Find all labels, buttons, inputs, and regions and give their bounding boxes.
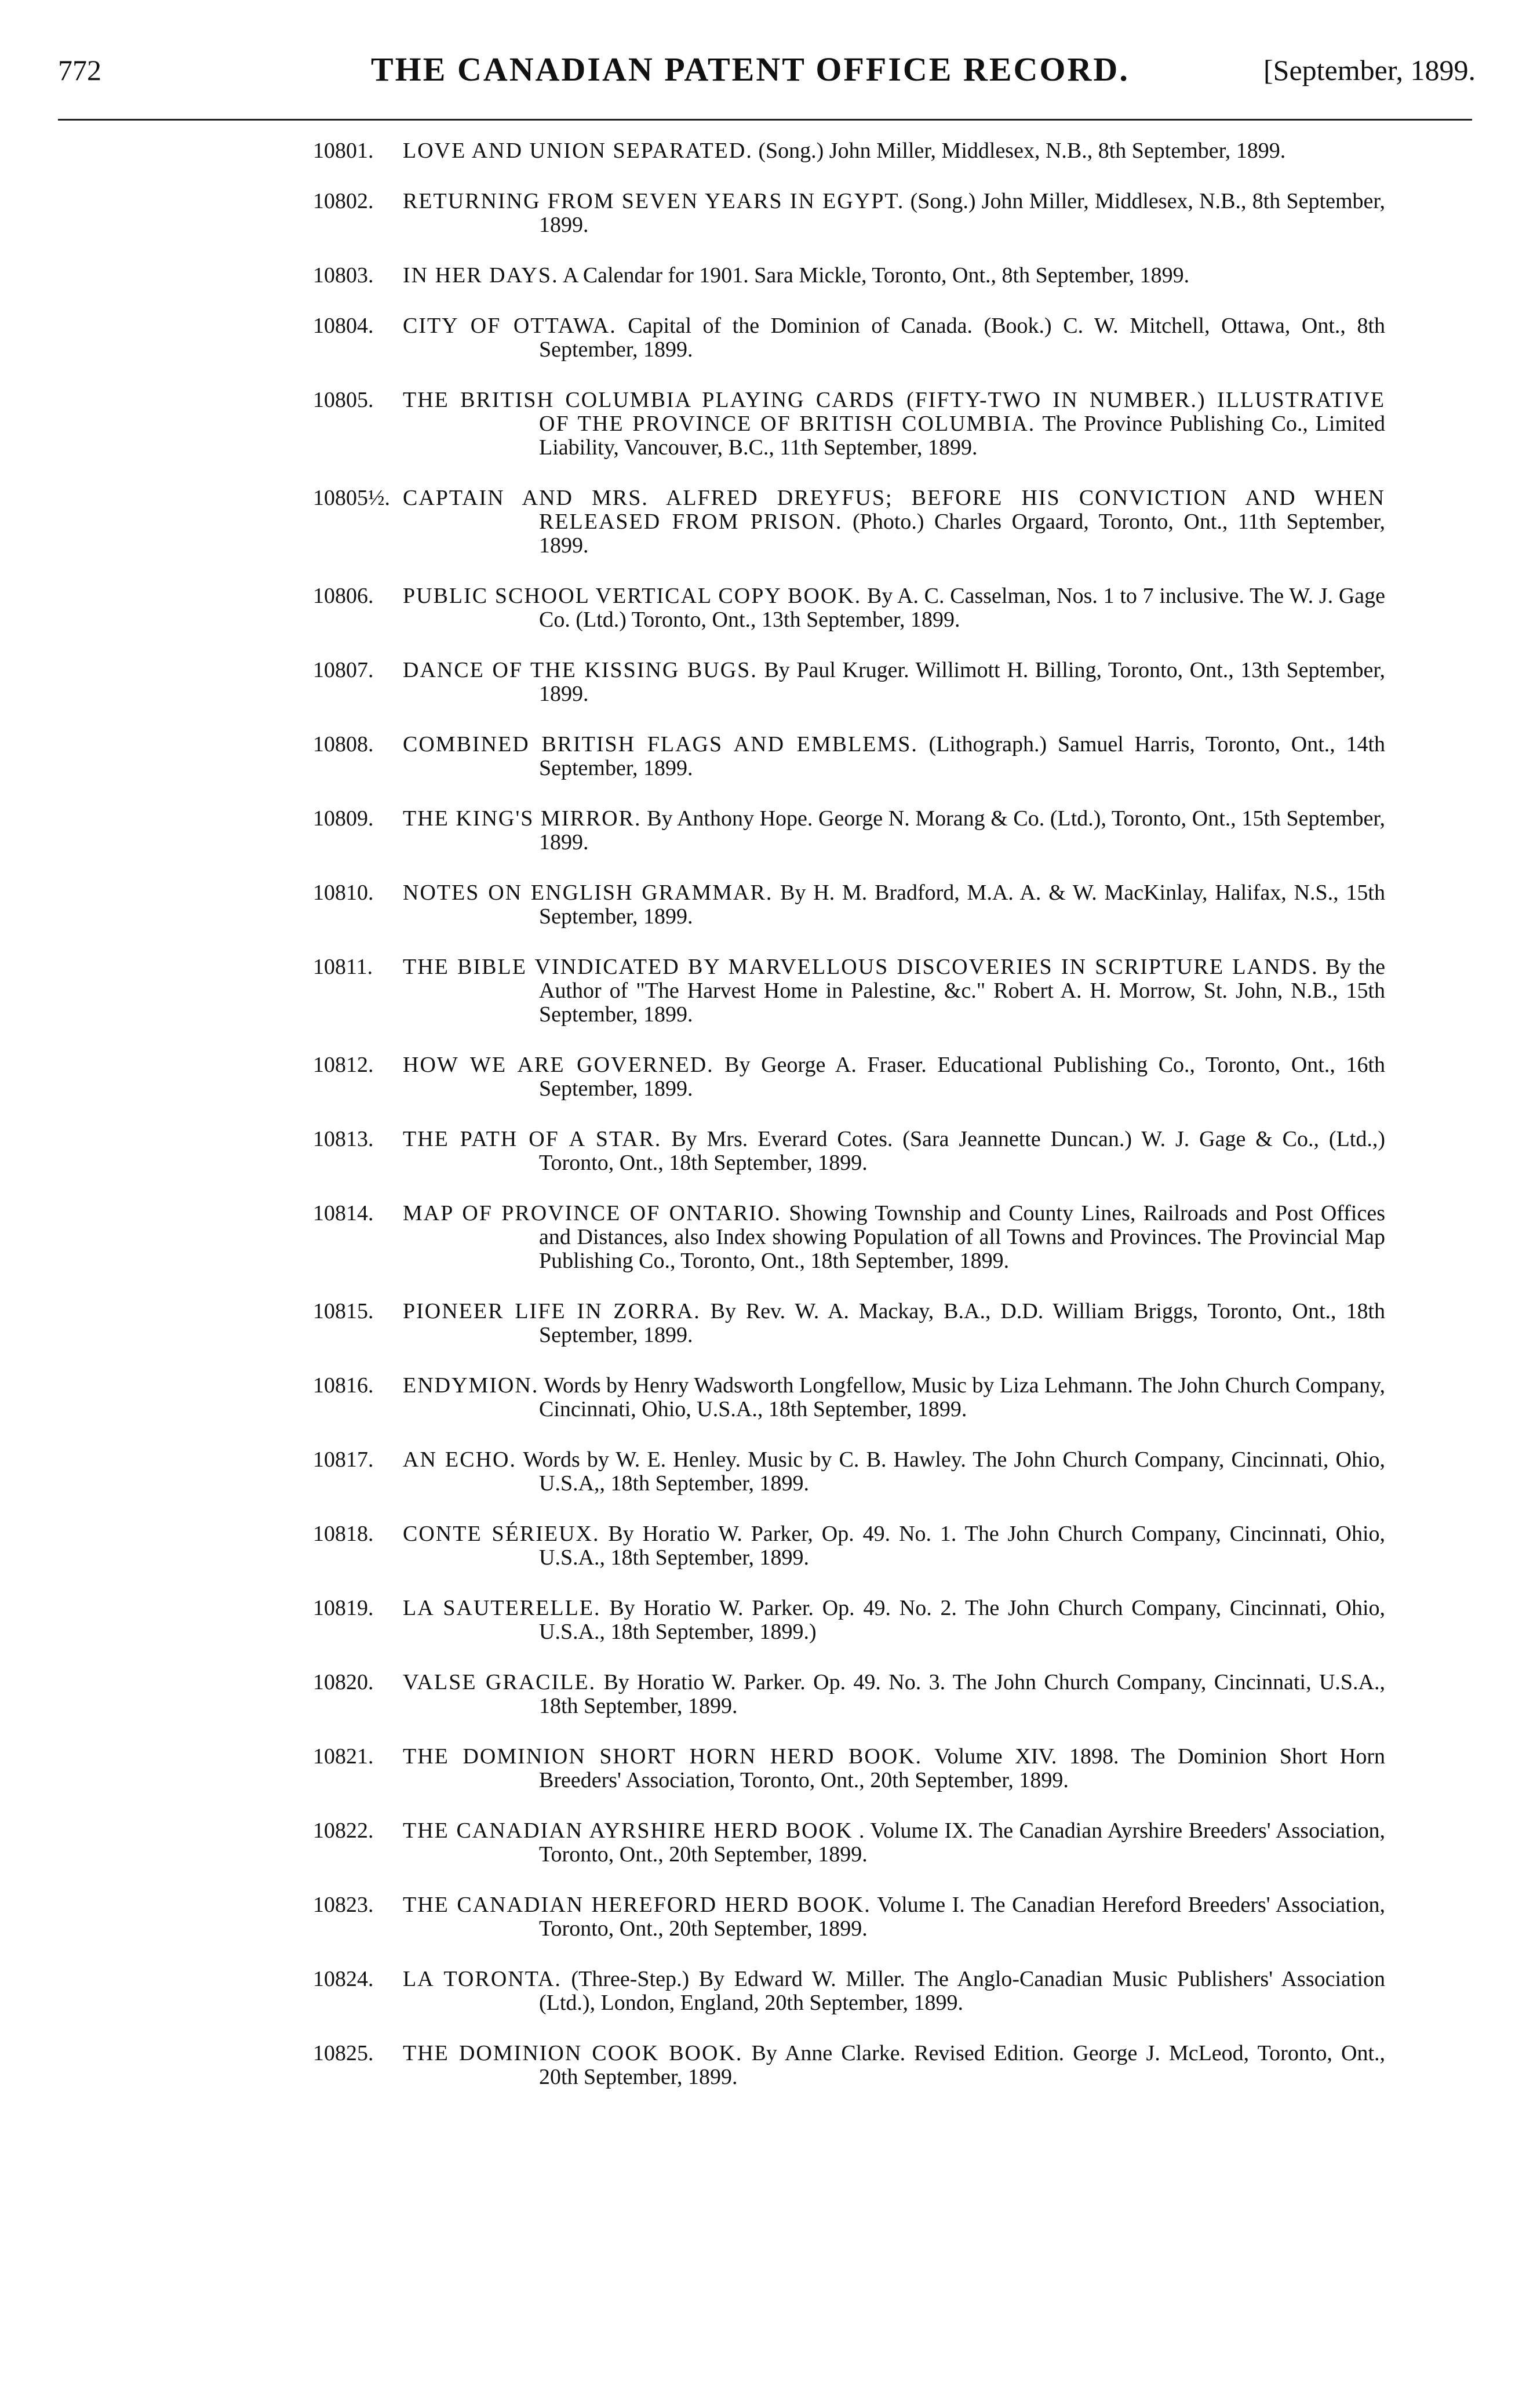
entry-text bbox=[403, 314, 1385, 362]
page-header bbox=[0, 0, 1526, 133]
entry-number: 10812. bbox=[313, 1053, 374, 1077]
entry-text bbox=[403, 659, 1385, 706]
list-item bbox=[0, 733, 1526, 780]
entry-title: PUBLIC SCHOOL VERTICAL COPY BOOK. bbox=[403, 584, 862, 608]
list-item bbox=[0, 190, 1526, 237]
entry-title: THE CANADIAN AYRSHIRE HERD BOOK bbox=[403, 1818, 853, 1843]
entry-number: 10805½. bbox=[313, 486, 390, 510]
entry-text bbox=[403, 388, 1385, 460]
entry-title: ENDYMION. bbox=[403, 1373, 539, 1398]
entry-number: 10817. bbox=[313, 1447, 374, 1472]
entry-title: HOW WE ARE GOVERNED. bbox=[403, 1053, 714, 1077]
list-item bbox=[0, 1819, 1526, 1867]
list-item bbox=[0, 1202, 1526, 1273]
entry-text bbox=[403, 1967, 1385, 2015]
entry-number: 10821. bbox=[313, 1744, 374, 1769]
entry-details: . Volume IX. The Canadian Ayrshire Breeders' Association, Toronto, Ont., 20th September, 1899. bbox=[539, 1818, 1386, 1867]
entry-number: 10820. bbox=[313, 1670, 374, 1694]
entry-title: MAP OF PROVINCE OF ONTARIO. bbox=[403, 1201, 782, 1225]
entry-title: THE DOMINION SHORT HORN HERD BOOK. bbox=[403, 1744, 923, 1769]
entry-number: 10810. bbox=[313, 881, 374, 905]
entry-number: 10804. bbox=[313, 314, 374, 338]
entry-details: The Province Publishing Co., Limited Liability, Vancouver, B.C., 11th September, 1899. bbox=[539, 412, 1385, 460]
list-item bbox=[0, 881, 1526, 929]
entry-text bbox=[403, 190, 1385, 237]
entry-details: By the Author of "The Harvest Home in Palestine, &c." Robert A. H. Morrow, St. John, N.B., 15th September, 1899. bbox=[539, 955, 1385, 1027]
list-item bbox=[0, 807, 1526, 854]
list-item bbox=[0, 1671, 1526, 1718]
entry-details: (Three-Step.) By Edward W. Miller. The Anglo-Canadian Music Publishers' Association (Ltd.), London, England, 20th September, 1899. bbox=[539, 1967, 1386, 2015]
list-item bbox=[0, 1374, 1526, 1421]
entry-text bbox=[403, 486, 1385, 558]
entry-details: A Calendar for 1901. Sara Mickle, Toronto, Ont., 8th September, 1899. bbox=[562, 263, 1190, 288]
header-rule bbox=[58, 119, 1472, 121]
entry-details: (Lithograph.) Samuel Harris, Toronto, Ont., 14th September, 1899. bbox=[539, 732, 1386, 780]
entry-number: 10809. bbox=[313, 806, 374, 831]
entry-details: By Anne Clarke. Revised Edition. George J. McLeod, Toronto, Ont., 20th September, 1899. bbox=[539, 2041, 1386, 2089]
entry-number: 10825. bbox=[313, 2041, 374, 2065]
list-item bbox=[0, 1967, 1526, 2015]
list-item bbox=[0, 264, 1526, 288]
entry-details: Volume XIV. 1898. The Dominion Short Horn Breeders' Association, Toronto, Ont., 20th September, 1899. bbox=[539, 1744, 1385, 1792]
entry-text bbox=[403, 139, 1385, 163]
entry-details: (Song.) John Miller, Middlesex, N.B., 8th September, 1899. bbox=[758, 139, 1286, 163]
list-item bbox=[0, 486, 1526, 558]
entry-details: By Mrs. Everard Cotes. (Sara Jeannette Duncan.) W. J. Gage & Co., (Ltd.,) Toronto, Ont., 18th September, 1899. bbox=[539, 1127, 1386, 1175]
entry-number: 10814. bbox=[313, 1201, 374, 1225]
entry-title: NOTES ON ENGLISH GRAMMAR. bbox=[403, 881, 773, 905]
entry-number: 10801. bbox=[313, 139, 374, 163]
entry-details: By George A. Fraser. Educational Publishing Co., Toronto, Ont., 16th September, 1899. bbox=[539, 1053, 1386, 1101]
list-item bbox=[0, 1448, 1526, 1496]
entry-text bbox=[403, 264, 1385, 288]
entry-title: RETURNING FROM SEVEN YEARS IN EGYPT. bbox=[403, 189, 905, 213]
entry-details: (Song.) John Miller, Middlesex, N.B., 8th September, 1899. bbox=[539, 189, 1386, 237]
list-item bbox=[0, 1522, 1526, 1570]
entry-text bbox=[403, 1374, 1385, 1421]
entry-number: 10811. bbox=[313, 955, 373, 979]
list-item bbox=[0, 1893, 1526, 1941]
page-date: [September, 1899. bbox=[1263, 54, 1476, 86]
entry-number: 10824. bbox=[313, 1967, 374, 1991]
entry-number: 10813. bbox=[313, 1127, 374, 1151]
entry-number: 10819. bbox=[313, 1596, 374, 1620]
list-item bbox=[0, 1127, 1526, 1175]
entry-text bbox=[403, 807, 1385, 854]
entry-text bbox=[403, 1596, 1385, 1644]
entry-details: By H. M. Bradford, M.A. A. & W. MacKinlay, Halifax, N.S., 15th September, 1899. bbox=[539, 881, 1385, 929]
list-item bbox=[0, 584, 1526, 632]
list-item bbox=[0, 314, 1526, 362]
list-item bbox=[0, 388, 1526, 460]
entry-details: By A. C. Casselman, Nos. 1 to 7 inclusive. The W. J. Gage Co. (Ltd.) Toronto, Ont., 13th September, 1899. bbox=[539, 584, 1386, 632]
list-item bbox=[0, 659, 1526, 706]
entry-details: By Anthony Hope. George N. Morang & Co. (Ltd.), Toronto, Ont., 15th September, 1899. bbox=[539, 806, 1386, 854]
entry-title: LOVE AND UNION SEPARATED. bbox=[403, 139, 753, 163]
entry-title: PIONEER LIFE IN ZORRA. bbox=[403, 1299, 701, 1323]
entry-number: 10805. bbox=[313, 388, 374, 412]
entry-details: Volume I. The Canadian Hereford Breeders' Association, Toronto, Ont., 20th September, 1899. bbox=[539, 1893, 1385, 1941]
entry-details: Words by Henry Wadsworth Longfellow, Music by Liza Lehmann. The John Church Company, Cincinnati, Ohio, U.S.A., 18th September, 1899. bbox=[539, 1373, 1385, 1421]
entry-title: THE CANADIAN HEREFORD HERD BOOK. bbox=[403, 1893, 871, 1917]
entry-text bbox=[403, 1202, 1385, 1273]
entry-number: 10803. bbox=[313, 263, 374, 288]
entry-details: By Paul Kruger. Willimott H. Billing, Toronto, Ont., 13th September, 1899. bbox=[539, 658, 1385, 706]
entry-details: Showing Township and County Lines, Railroads and Post Offices and Distances, also Index showing Population of all Towns and Provinces. The Provincial Map Publishing Co., Toronto, Ont., 18th September, 1899. bbox=[539, 1201, 1385, 1273]
entry-title: THE PATH OF A STAR. bbox=[403, 1127, 662, 1151]
entry-text bbox=[403, 1745, 1385, 1792]
entry-number: 10822. bbox=[313, 1818, 374, 1843]
entry-title: LA TORONTA. bbox=[403, 1967, 562, 1991]
entry-number: 10816. bbox=[313, 1373, 374, 1398]
page-title: THE CANADIAN PATENT OFFICE RECORD. bbox=[371, 50, 1130, 88]
entry-number: 10807. bbox=[313, 658, 374, 682]
entry-list bbox=[0, 139, 1526, 2116]
list-item bbox=[0, 1596, 1526, 1644]
entry-title: COMBINED BRITISH FLAGS AND EMBLEMS. bbox=[403, 732, 918, 756]
entry-title: THE DOMINION COOK BOOK. bbox=[403, 2041, 743, 2065]
entry-title: THE BIBLE VINDICATED BY MARVELLOUS DISCOVERIES IN SCRIPTURE LANDS. bbox=[403, 955, 1319, 979]
entry-text bbox=[403, 1893, 1385, 1941]
entry-details: By Horatio W. Parker. Op. 49. No. 2. The John Church Company, Cincinnati, Ohio, U.S.A., 18th September, 1899.) bbox=[539, 1596, 1386, 1644]
entry-text bbox=[403, 1448, 1385, 1496]
entry-details: Words by W. E. Henley. Music by C. B. Hawley. The John Church Company, Cincinnati, Ohio, U.S.A,, 18th September, 1899. bbox=[523, 1447, 1385, 1496]
entry-title: VALSE GRACILE. bbox=[403, 1670, 596, 1694]
page-number: 772 bbox=[58, 54, 101, 86]
entry-number: 10808. bbox=[313, 732, 374, 756]
entry-text bbox=[403, 955, 1385, 1027]
entry-title: CAPTAIN AND MRS. ALFRED DREYFUS; BEFORE HIS CONVICTION AND WHEN RELEASED FROM PRISON. bbox=[403, 486, 1385, 534]
entry-details: Capital of the Dominion of Canada. (Book.) C. W. Mitchell, Ottawa, Ont., 8th September, 1899. bbox=[539, 314, 1386, 362]
list-item bbox=[0, 1053, 1526, 1101]
entry-text bbox=[403, 1819, 1385, 1867]
entry-title: THE BRITISH COLUMBIA PLAYING CARDS (FIFTY-TWO IN NUMBER.) ILLUSTRATIVE OF THE PROVINCE OF BRITISH COLUMBIA. bbox=[403, 388, 1385, 436]
entry-title: CONTE SÉRIEUX. bbox=[403, 1522, 600, 1546]
entry-details: By Horatio W. Parker. Op. 49. No. 3. The John Church Company, Cincinnati, U.S.A., 18th September, 1899. bbox=[539, 1670, 1385, 1718]
entry-text bbox=[403, 584, 1385, 632]
entry-text bbox=[403, 1671, 1385, 1718]
entry-number: 10823. bbox=[313, 1893, 374, 1917]
list-item bbox=[0, 2042, 1526, 2089]
entry-text bbox=[403, 1127, 1385, 1175]
entry-details: By Horatio W. Parker, Op. 49. No. 1. The John Church Company, Cincinnati, Ohio, U.S.A., 18th September, 1899. bbox=[539, 1522, 1385, 1570]
list-item bbox=[0, 1300, 1526, 1347]
entry-number: 10802. bbox=[313, 189, 374, 213]
entry-number: 10815. bbox=[313, 1299, 374, 1323]
list-item bbox=[0, 139, 1526, 163]
entry-text bbox=[403, 2042, 1385, 2089]
entry-details: By Rev. W. A. Mackay, B.A., D.D. William Briggs, Toronto, Ont., 18th September, 1899. bbox=[539, 1299, 1386, 1347]
list-item bbox=[0, 1745, 1526, 1792]
entry-text bbox=[403, 1053, 1385, 1101]
entry-number: 10818. bbox=[313, 1522, 374, 1546]
entry-title: CITY OF OTTAWA. bbox=[403, 314, 617, 338]
entry-title: LA SAUTERELLE. bbox=[403, 1596, 601, 1620]
entry-title: IN HER DAYS. bbox=[403, 263, 559, 288]
entry-title: DANCE OF THE KISSING BUGS. bbox=[403, 658, 757, 682]
entry-text bbox=[403, 733, 1385, 780]
entry-text bbox=[403, 1300, 1385, 1347]
list-item bbox=[0, 955, 1526, 1027]
entry-title: THE KING'S MIRROR. bbox=[403, 806, 642, 831]
entry-title: AN ECHO. bbox=[403, 1447, 516, 1472]
entry-text bbox=[403, 881, 1385, 929]
entry-details: (Photo.) Charles Orgaard, Toronto, Ont., 11th September, 1899. bbox=[539, 510, 1386, 558]
entry-text bbox=[403, 1522, 1385, 1570]
entry-number: 10806. bbox=[313, 584, 374, 608]
